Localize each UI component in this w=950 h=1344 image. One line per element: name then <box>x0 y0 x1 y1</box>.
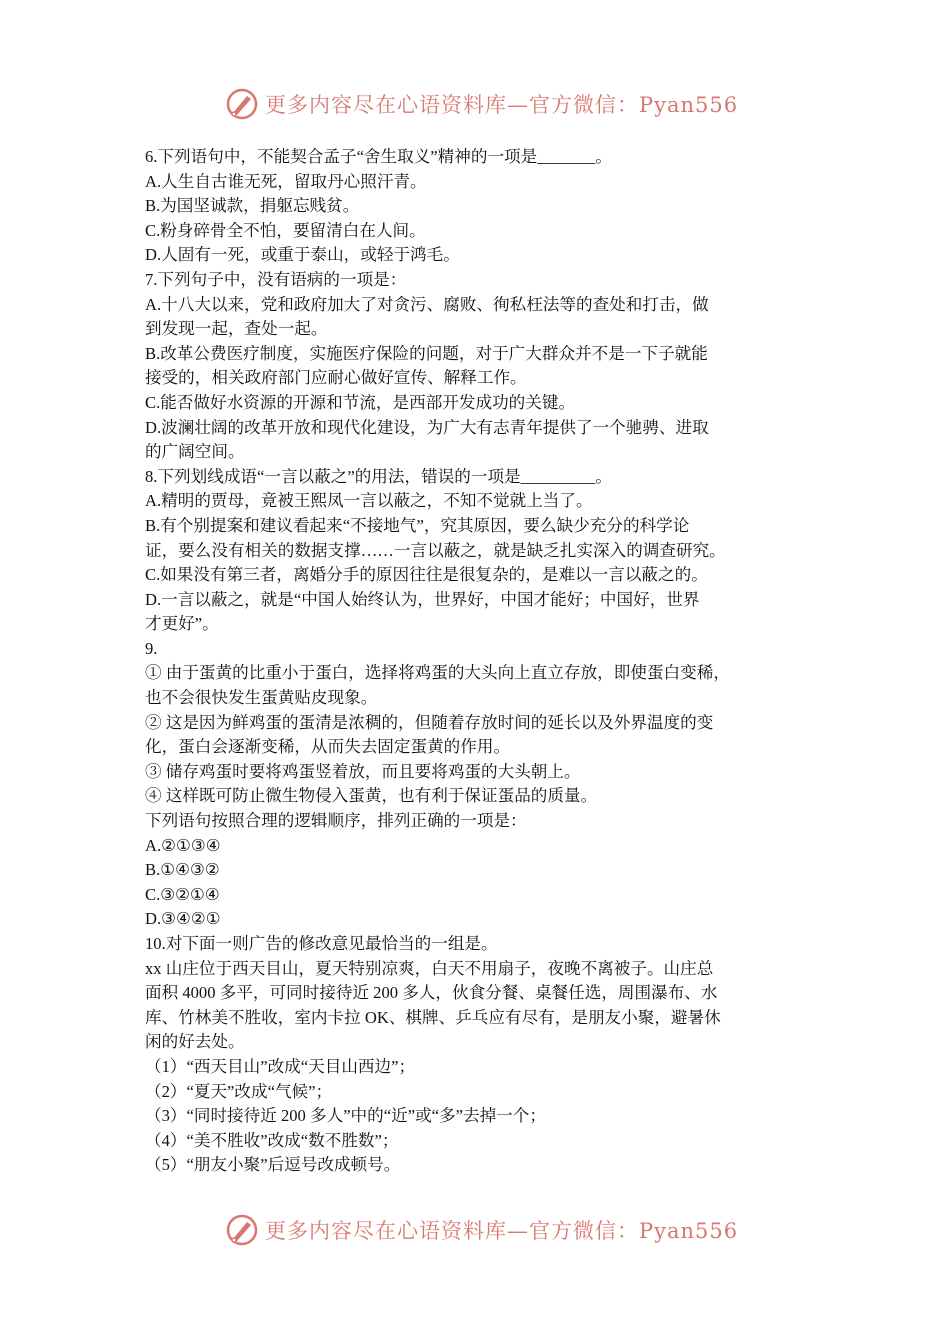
text-line: 接受的，相关政府部门应耐心做好宣传、解释工作。 <box>145 368 527 388</box>
text-line: D.波澜壮阔的改革开放和现代化建设，为广大有志青年提供了一个驰骋、进取 <box>145 417 709 437</box>
text-line: B.①④③② <box>145 860 220 880</box>
footer-banner-text: 更多内容尽在心语资料库—官方微信：Pyan556 <box>265 1219 739 1243</box>
text-line: （1）“西天目山”改成“天目山西边”； <box>145 1056 416 1076</box>
text-line: 也不会很快发生蛋黄贴皮现象。 <box>145 688 378 708</box>
text-line: （2）“夏天”改成“气候”； <box>145 1081 333 1101</box>
text-line: C.如果没有第三者，离婚分手的原因往往是很复杂的，是难以一言以蔽之的。 <box>145 565 708 585</box>
text-line: D.③④②① <box>145 909 221 929</box>
text-line: 才更好”。 <box>145 614 219 634</box>
header-banner <box>225 86 739 122</box>
text-line: 下列语句按照合理的逻辑顺序，排列正确的一项是： <box>145 811 527 831</box>
text-line: 10.对下面一则广告的修改意见最恰当的一组是。 <box>145 934 498 953</box>
text-line: B.改革公费医疗制度，实施医疗保险的问题，对于广大群众并不是一下子就能 <box>145 343 708 363</box>
header-banner-text: 更多内容尽在心语资料库—官方微信：Pyan556 <box>265 93 739 117</box>
text-line: B.有个别提案和建议看起来“不接地气”，究其原因，要么缺少充分的科学论 <box>145 515 690 535</box>
text-line: 7.下列句子中，没有语病的一项是： <box>145 269 407 289</box>
text-line: ② 这是因为鲜鸡蛋的蛋清是浓稠的，但随着存放时间的延长以及外界温度的变 <box>145 712 714 732</box>
text-line: A.精明的贾母，竟被王熙凤一言以蔽之，不知不觉就上当了。 <box>145 491 593 511</box>
text-line: C.能否做好水资源的开源和节流，是西部开发成功的关键。 <box>145 392 576 412</box>
text-line: A.人生自古谁无死，留取丹心照汗青。 <box>145 171 427 191</box>
text-line: 到发现一起，查处一起。 <box>145 319 328 339</box>
text-line: 的广阔空间。 <box>145 442 245 462</box>
text-line: C.粉身碎骨全不怕，要留清白在人间。 <box>145 220 426 240</box>
question-text <box>145 145 815 1178</box>
footer-banner <box>225 1212 739 1248</box>
text-line: A.②①③④ <box>145 835 221 855</box>
text-line: （5）“朋友小聚”后逗号改成顿号。 <box>145 1155 401 1175</box>
text-line: 证，要么没有相关的数据支撑……一言以蔽之，就是缺乏扎实深入的调查研究。 <box>145 540 726 560</box>
text-line: C.③②①④ <box>145 884 220 904</box>
text-line: （3）“同时接待近 200 多人”中的“近”或“多”去掉一个； <box>145 1106 546 1126</box>
pen-nib-icon <box>225 1213 259 1247</box>
text-line: 化，蛋白会逐渐变稀，从而失去固定蛋黄的作用。 <box>145 737 511 757</box>
text-line: D.一言以蔽之，就是“中国人始终认为，世界好，中国才能好；中国好，世界 <box>145 589 700 609</box>
text-line: 闲的好去处。 <box>145 1032 245 1052</box>
text-line: B.为国坚诚款，捐躯忘贱贫。 <box>145 196 360 216</box>
text-line: ③ 储存鸡蛋时要将鸡蛋竖着放，而且要将鸡蛋的大头朝上。 <box>145 761 581 781</box>
text-line: A.十八大以来，党和政府加大了对贪污、腐败、徇私枉法等的查处和打击，做 <box>145 294 709 314</box>
text-line: 库、竹林美不胜收，室内卡拉 OK、棋牌、乒乓应有尽有，是朋友小聚，避暑休 <box>145 1007 721 1027</box>
text-line: （4）“美不胜收”改成“数不胜数”； <box>145 1130 399 1150</box>
text-line: 面积 4000 多平，可同时接待近 200 多人，伙食分餐、桌餐任选，周围瀑布、水 <box>145 983 718 1003</box>
pen-nib-icon <box>225 87 259 121</box>
text-line: 8.下列划线成语“一言以蔽之”的用法，错误的一项是_________。 <box>145 466 612 486</box>
text-line: xx 山庄位于西天目山，夏天特别凉爽，白天不用扇子，夜晚不离被子。山庄总 <box>145 958 714 978</box>
text-line: ④ 这样既可防止微生物侵入蛋黄，也有利于保证蛋品的质量。 <box>145 786 598 806</box>
text-line: D.人固有一死，或重于泰山，或轻于鸿毛。 <box>145 245 460 265</box>
text-line: ① 由于蛋黄的比重小于蛋白，选择将鸡蛋的大头向上直立存放，即使蛋白变稀， <box>145 663 730 683</box>
text-line: 9. <box>145 638 158 658</box>
text-line: 6.下列语句中，不能契合孟子“舍生取义”精神的一项是_______。 <box>145 147 612 166</box>
